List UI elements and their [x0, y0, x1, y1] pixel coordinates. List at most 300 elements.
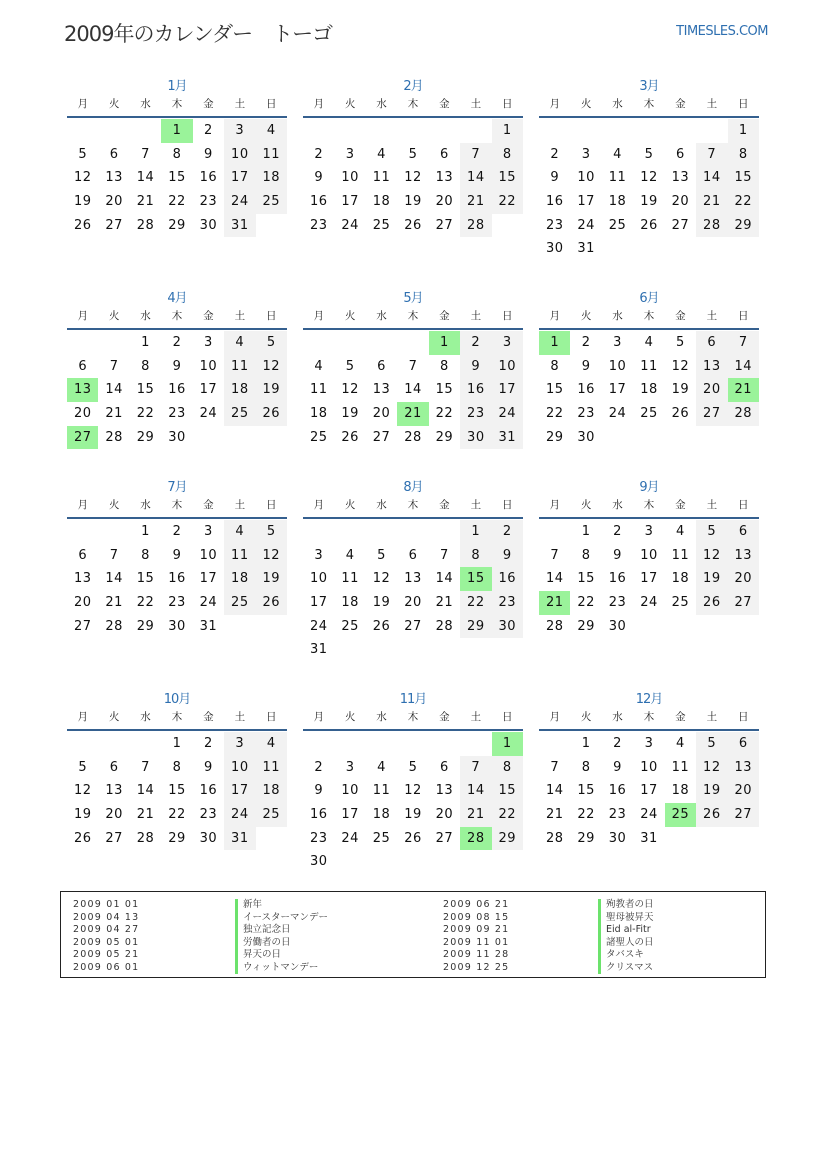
day-cell: 28 — [136, 830, 155, 846]
day-cell: 16 — [545, 194, 564, 210]
empty-cell — [334, 331, 365, 355]
day-cell: 18 — [640, 382, 658, 398]
day-cell: 14 — [136, 783, 155, 799]
day-cell: 9 — [204, 759, 213, 775]
weekday-label: 木 — [171, 98, 183, 110]
day-cell: 20 — [73, 406, 92, 422]
holiday-name: 労働者の日 — [235, 937, 328, 950]
weekday-label: 木 — [171, 711, 183, 723]
weekday-label: 金 — [203, 98, 214, 110]
empty-cell — [397, 331, 428, 355]
day-cell: 14 — [728, 355, 759, 379]
day-cell: 3 — [644, 736, 654, 751]
weekday-label: 日 — [501, 711, 513, 723]
day-cell: 1 — [141, 524, 150, 539]
empty-cell — [397, 119, 428, 143]
month-8 — [303, 476, 523, 662]
holiday-legend — [60, 891, 766, 978]
day-cell: 4 — [377, 146, 386, 162]
day-cell: 25 — [341, 618, 359, 634]
day-cell: 9 — [581, 358, 591, 374]
day-cell: 4 — [613, 146, 622, 162]
holiday-day-cell: 13 — [67, 378, 98, 402]
day-cell: 20 — [73, 595, 92, 611]
holiday-names-left — [235, 899, 328, 974]
day-cell: 7 — [696, 143, 727, 167]
weekday-label: 日 — [737, 310, 749, 322]
day-cell: 19 — [640, 194, 658, 210]
day-cell: 25 — [640, 406, 658, 422]
day-cell: 3 — [613, 335, 622, 350]
day-cell: 8 — [581, 547, 591, 563]
day-cell: 8 — [728, 143, 759, 167]
day-cell: 27 — [728, 591, 759, 615]
empty-cell — [539, 520, 570, 544]
holiday-date: 2009 04 27 — [73, 924, 140, 935]
day-cell: 7 — [460, 756, 491, 780]
day-cell: 28 — [435, 618, 454, 634]
day-cell: 3 — [224, 732, 255, 756]
empty-cell — [334, 119, 365, 143]
day-cell: 11 — [671, 759, 690, 775]
day-cell: 17 — [577, 194, 595, 210]
weekday-label: 金 — [439, 98, 450, 110]
day-cell: 26 — [73, 217, 92, 233]
weekday-label: 金 — [439, 499, 450, 511]
day-cell: 24 — [224, 190, 255, 214]
weekday-label: 木 — [643, 499, 655, 511]
day-cell: 10 — [199, 358, 218, 374]
day-cell: 26 — [404, 830, 422, 846]
day-cell: 27 — [372, 429, 391, 445]
weekday-label: 火 — [108, 98, 120, 110]
weekday-label: 金 — [203, 310, 214, 322]
weekday-label: 金 — [203, 711, 214, 723]
weekday-label: 土 — [706, 711, 718, 723]
day-cell: 31 — [199, 618, 218, 634]
day-cell: 9 — [172, 547, 182, 563]
day-cell: 27 — [728, 803, 759, 827]
day-cell: 11 — [256, 756, 287, 780]
day-cell: 30 — [545, 241, 564, 257]
month-9 — [539, 476, 759, 638]
day-cell: 18 — [671, 571, 690, 587]
day-cell: 7 — [109, 547, 119, 563]
weekday-label: 月 — [77, 711, 88, 723]
day-cell: 25 — [309, 429, 328, 445]
day-cell: 9 — [613, 547, 622, 563]
holiday-day-cell: 15 — [460, 567, 491, 591]
holiday-day-cell: 1 — [539, 331, 570, 355]
month-name: 2月 — [403, 79, 423, 94]
day-cell: 11 — [256, 143, 287, 167]
day-cell: 7 — [728, 331, 759, 355]
weekday-header — [67, 95, 287, 118]
day-cell: 11 — [224, 355, 255, 379]
holiday-day-cell: 1 — [161, 119, 192, 143]
day-grid — [303, 732, 523, 874]
empty-cell — [633, 119, 664, 143]
weekday-label: 土 — [470, 711, 482, 723]
day-cell: 27 — [73, 618, 92, 634]
day-cell: 27 — [404, 618, 422, 634]
day-cell: 5 — [408, 146, 418, 162]
day-cell: 26 — [256, 402, 287, 426]
day-cell: 24 — [199, 595, 218, 611]
day-cell: 10 — [640, 759, 658, 775]
day-cell: 6 — [728, 520, 759, 544]
day-cell: 30 — [199, 217, 218, 233]
day-cell: 20 — [105, 194, 123, 210]
day-cell: 30 — [168, 618, 186, 634]
day-cell: 5 — [345, 358, 355, 374]
day-cell: 11 — [341, 571, 359, 587]
day-cell: 21 — [696, 190, 727, 214]
day-cell: 6 — [440, 759, 449, 775]
page-title: 2009年のカレンダー トーゴ — [64, 22, 333, 46]
day-cell: 2 — [204, 123, 213, 138]
day-cell: 3 — [224, 119, 255, 143]
day-cell: 3 — [644, 524, 654, 539]
day-cell: 7 — [440, 547, 449, 563]
day-cell: 12 — [256, 355, 287, 379]
empty-cell — [334, 520, 365, 544]
holiday-name: 聖母被昇天 — [598, 912, 654, 925]
day-cell: 27 — [671, 217, 690, 233]
day-cell: 26 — [671, 406, 690, 422]
day-cell: 22 — [492, 803, 523, 827]
day-cell: 28 — [460, 214, 491, 238]
day-cell: 14 — [136, 170, 155, 186]
day-cell: 14 — [435, 571, 454, 587]
weekday-header — [539, 708, 759, 731]
day-cell: 5 — [696, 520, 727, 544]
weekday-label: 水 — [140, 98, 151, 110]
holiday-name: 独立記念日 — [235, 924, 328, 937]
day-cell: 26 — [640, 217, 658, 233]
day-cell: 22 — [168, 807, 186, 823]
weekday-label: 火 — [580, 711, 592, 723]
weekday-label: 火 — [580, 499, 592, 511]
weekday-label: 月 — [549, 310, 560, 322]
month-name: 4月 — [167, 291, 187, 306]
empty-cell — [366, 119, 397, 143]
day-cell: 22 — [435, 406, 454, 422]
day-cell: 1 — [728, 119, 759, 143]
weekday-label: 火 — [108, 499, 120, 511]
day-cell: 29 — [136, 618, 155, 634]
day-cell: 29 — [168, 217, 186, 233]
holiday-date: 2009 06 21 — [443, 899, 510, 910]
day-cell: 26 — [372, 618, 391, 634]
weekday-label: 木 — [407, 499, 419, 511]
day-cell: 3 — [345, 146, 355, 162]
day-cell: 5 — [256, 331, 287, 355]
day-cell: 22 — [136, 595, 155, 611]
empty-cell — [303, 119, 334, 143]
day-grid — [539, 331, 759, 449]
day-cell: 10 — [224, 756, 255, 780]
empty-cell — [429, 732, 460, 756]
weekday-label: 金 — [675, 499, 686, 511]
day-cell: 1 — [172, 736, 182, 751]
weekday-label: 木 — [407, 711, 419, 723]
day-cell: 17 — [224, 166, 255, 190]
day-cell: 31 — [224, 827, 255, 851]
day-cell: 16 — [608, 783, 627, 799]
day-cell: 25 — [256, 803, 287, 827]
weekday-label: 水 — [376, 98, 387, 110]
day-grid — [539, 119, 759, 261]
day-cell: 13 — [73, 571, 92, 587]
holiday-date: 2009 12 25 — [443, 961, 510, 973]
weekday-label: 月 — [549, 499, 560, 511]
day-cell: 19 — [372, 595, 391, 611]
day-cell: 19 — [73, 194, 92, 210]
day-cell: 26 — [256, 591, 287, 615]
day-cell: 8 — [141, 547, 150, 563]
day-cell: 4 — [345, 547, 355, 563]
day-cell: 5 — [377, 547, 386, 563]
holiday-date: 2009 08 15 — [443, 911, 510, 923]
month-10 — [67, 688, 287, 850]
day-cell: 22 — [460, 591, 491, 615]
day-cell: 3 — [204, 335, 213, 350]
day-grid — [67, 119, 287, 237]
day-cell: 17 — [492, 378, 523, 402]
empty-cell — [460, 732, 491, 756]
holiday-names-right — [598, 899, 654, 974]
day-cell: 11 — [224, 544, 255, 568]
day-cell: 20 — [404, 595, 422, 611]
day-cell: 15 — [577, 571, 595, 587]
weekday-label: 土 — [706, 310, 718, 322]
month-name: 3月 — [639, 79, 659, 94]
holiday-name: 新年 — [235, 899, 328, 912]
day-cell: 27 — [105, 830, 123, 846]
day-cell: 18 — [256, 779, 287, 803]
day-cell: 28 — [105, 429, 123, 445]
day-cell: 22 — [577, 595, 595, 611]
day-cell: 30 — [460, 426, 491, 450]
holiday-day-cell: 27 — [67, 426, 98, 450]
day-cell: 21 — [105, 595, 123, 611]
day-cell: 5 — [78, 146, 88, 162]
day-cell: 29 — [168, 830, 186, 846]
holiday-name: ウィットマンデー — [235, 962, 328, 975]
day-cell: 23 — [577, 406, 595, 422]
day-cell: 13 — [372, 382, 391, 398]
day-cell: 18 — [256, 166, 287, 190]
day-cell: 25 — [671, 595, 690, 611]
day-cell: 15 — [136, 571, 155, 587]
weekday-header — [303, 708, 523, 731]
day-cell: 30 — [309, 854, 328, 870]
day-cell: 5 — [408, 759, 418, 775]
day-cell: 12 — [696, 544, 727, 568]
day-cell: 10 — [640, 547, 658, 563]
day-cell: 27 — [696, 402, 727, 426]
day-cell: 28 — [696, 214, 727, 238]
holiday-day-cell: 21 — [539, 591, 570, 615]
month-name: 1月 — [167, 79, 187, 94]
day-cell: 16 — [460, 378, 491, 402]
empty-cell — [303, 331, 334, 355]
day-cell: 19 — [256, 567, 287, 591]
day-cell: 31 — [577, 241, 595, 257]
empty-cell — [570, 119, 601, 143]
day-cell: 10 — [341, 783, 359, 799]
holiday-dates-left — [73, 899, 139, 974]
day-cell: 30 — [199, 830, 218, 846]
day-cell: 18 — [224, 378, 255, 402]
day-cell: 5 — [78, 759, 88, 775]
day-cell: 23 — [199, 807, 218, 823]
holiday-name: イースターマンデー — [235, 912, 328, 925]
empty-cell — [130, 119, 161, 143]
day-cell: 3 — [204, 524, 213, 539]
day-cell: 14 — [545, 783, 564, 799]
day-cell: 4 — [224, 331, 255, 355]
day-cell: 11 — [608, 170, 627, 186]
day-cell: 2 — [172, 335, 182, 350]
day-cell: 28 — [105, 618, 123, 634]
day-cell: 22 — [728, 190, 759, 214]
day-cell: 1 — [581, 736, 591, 751]
weekday-label: 日 — [501, 310, 513, 322]
day-cell: 19 — [73, 807, 92, 823]
site-logo[interactable]: TIMESLES.COM — [676, 24, 768, 39]
day-cell: 4 — [676, 736, 685, 751]
day-cell: 13 — [404, 571, 422, 587]
weekday-header — [67, 708, 287, 731]
day-cell: 25 — [224, 591, 255, 615]
day-cell: 20 — [372, 406, 391, 422]
day-cell: 5 — [644, 146, 654, 162]
weekday-label: 月 — [313, 711, 324, 723]
day-cell: 2 — [314, 759, 324, 775]
month-7 — [67, 476, 287, 638]
day-cell: 29 — [492, 827, 523, 851]
day-cell: 12 — [256, 544, 287, 568]
day-cell: 24 — [199, 406, 218, 422]
weekday-label: 水 — [612, 310, 623, 322]
day-cell: 2 — [204, 736, 213, 751]
day-cell: 23 — [309, 217, 328, 233]
day-cell: 15 — [492, 779, 523, 803]
weekday-label: 水 — [376, 310, 387, 322]
day-cell: 26 — [73, 830, 92, 846]
weekday-label: 木 — [407, 310, 419, 322]
day-cell: 19 — [256, 378, 287, 402]
day-cell: 18 — [224, 567, 255, 591]
day-cell: 29 — [577, 618, 595, 634]
day-cell: 4 — [256, 119, 287, 143]
day-cell: 15 — [435, 382, 454, 398]
weekday-label: 金 — [203, 499, 214, 511]
day-cell: 28 — [728, 402, 759, 426]
day-cell: 30 — [492, 615, 523, 639]
day-cell: 12 — [341, 382, 359, 398]
month-6 — [539, 287, 759, 449]
weekday-label: 火 — [580, 98, 592, 110]
month-name: 11月 — [399, 692, 427, 707]
day-cell: 6 — [109, 146, 119, 162]
day-cell: 30 — [577, 429, 595, 445]
day-cell: 17 — [199, 382, 218, 398]
day-cell: 16 — [199, 170, 218, 186]
day-cell: 7 — [460, 143, 491, 167]
day-cell: 15 — [545, 382, 564, 398]
day-cell: 16 — [309, 807, 328, 823]
weekday-label: 日 — [501, 98, 513, 110]
weekday-label: 火 — [344, 499, 356, 511]
day-cell: 6 — [377, 358, 386, 374]
day-cell: 14 — [105, 382, 123, 398]
day-cell: 2 — [613, 524, 622, 539]
day-grid — [303, 119, 523, 237]
empty-cell — [67, 331, 98, 355]
day-cell: 23 — [199, 194, 218, 210]
day-cell: 1 — [141, 335, 150, 350]
day-cell: 24 — [224, 803, 255, 827]
day-cell: 13 — [728, 756, 759, 780]
holiday-name: Eid al-Fitr — [598, 924, 654, 937]
day-cell: 12 — [73, 170, 92, 186]
day-cell: 22 — [545, 406, 564, 422]
day-cell: 4 — [644, 335, 654, 350]
weekday-label: 木 — [407, 98, 419, 110]
holiday-date: 2009 05 21 — [73, 949, 140, 960]
day-cell: 9 — [613, 759, 622, 775]
day-cell: 9 — [314, 170, 324, 186]
day-cell: 23 — [168, 406, 186, 422]
weekday-label: 金 — [675, 98, 686, 110]
day-cell: 14 — [105, 571, 123, 587]
day-cell: 17 — [224, 779, 255, 803]
empty-cell — [303, 732, 334, 756]
day-cell: 24 — [309, 618, 328, 634]
day-cell: 16 — [168, 571, 186, 587]
weekday-label: 月 — [313, 98, 324, 110]
day-cell: 7 — [109, 358, 119, 374]
day-cell: 10 — [309, 571, 328, 587]
weekday-label: 木 — [643, 310, 655, 322]
month-name: 9月 — [639, 480, 659, 495]
day-cell: 23 — [492, 591, 523, 615]
day-cell: 2 — [172, 524, 182, 539]
weekday-label: 土 — [706, 499, 718, 511]
month-name: 8月 — [403, 480, 423, 495]
empty-cell — [539, 119, 570, 143]
day-cell: 16 — [309, 194, 328, 210]
month-name: 10月 — [163, 692, 191, 707]
weekday-label: 火 — [580, 310, 592, 322]
holiday-date: 2009 05 01 — [73, 936, 140, 948]
day-cell: 7 — [141, 759, 150, 775]
day-cell: 15 — [168, 170, 186, 186]
day-cell: 21 — [460, 190, 491, 214]
day-cell: 22 — [136, 406, 155, 422]
weekday-label: 水 — [612, 711, 623, 723]
day-cell: 11 — [671, 547, 690, 563]
holiday-date: 2009 09 21 — [443, 924, 510, 935]
day-cell: 20 — [435, 807, 454, 823]
weekday-header — [67, 496, 287, 519]
weekday-label: 金 — [439, 711, 450, 723]
day-cell: 20 — [696, 378, 727, 402]
day-cell: 31 — [492, 426, 523, 450]
